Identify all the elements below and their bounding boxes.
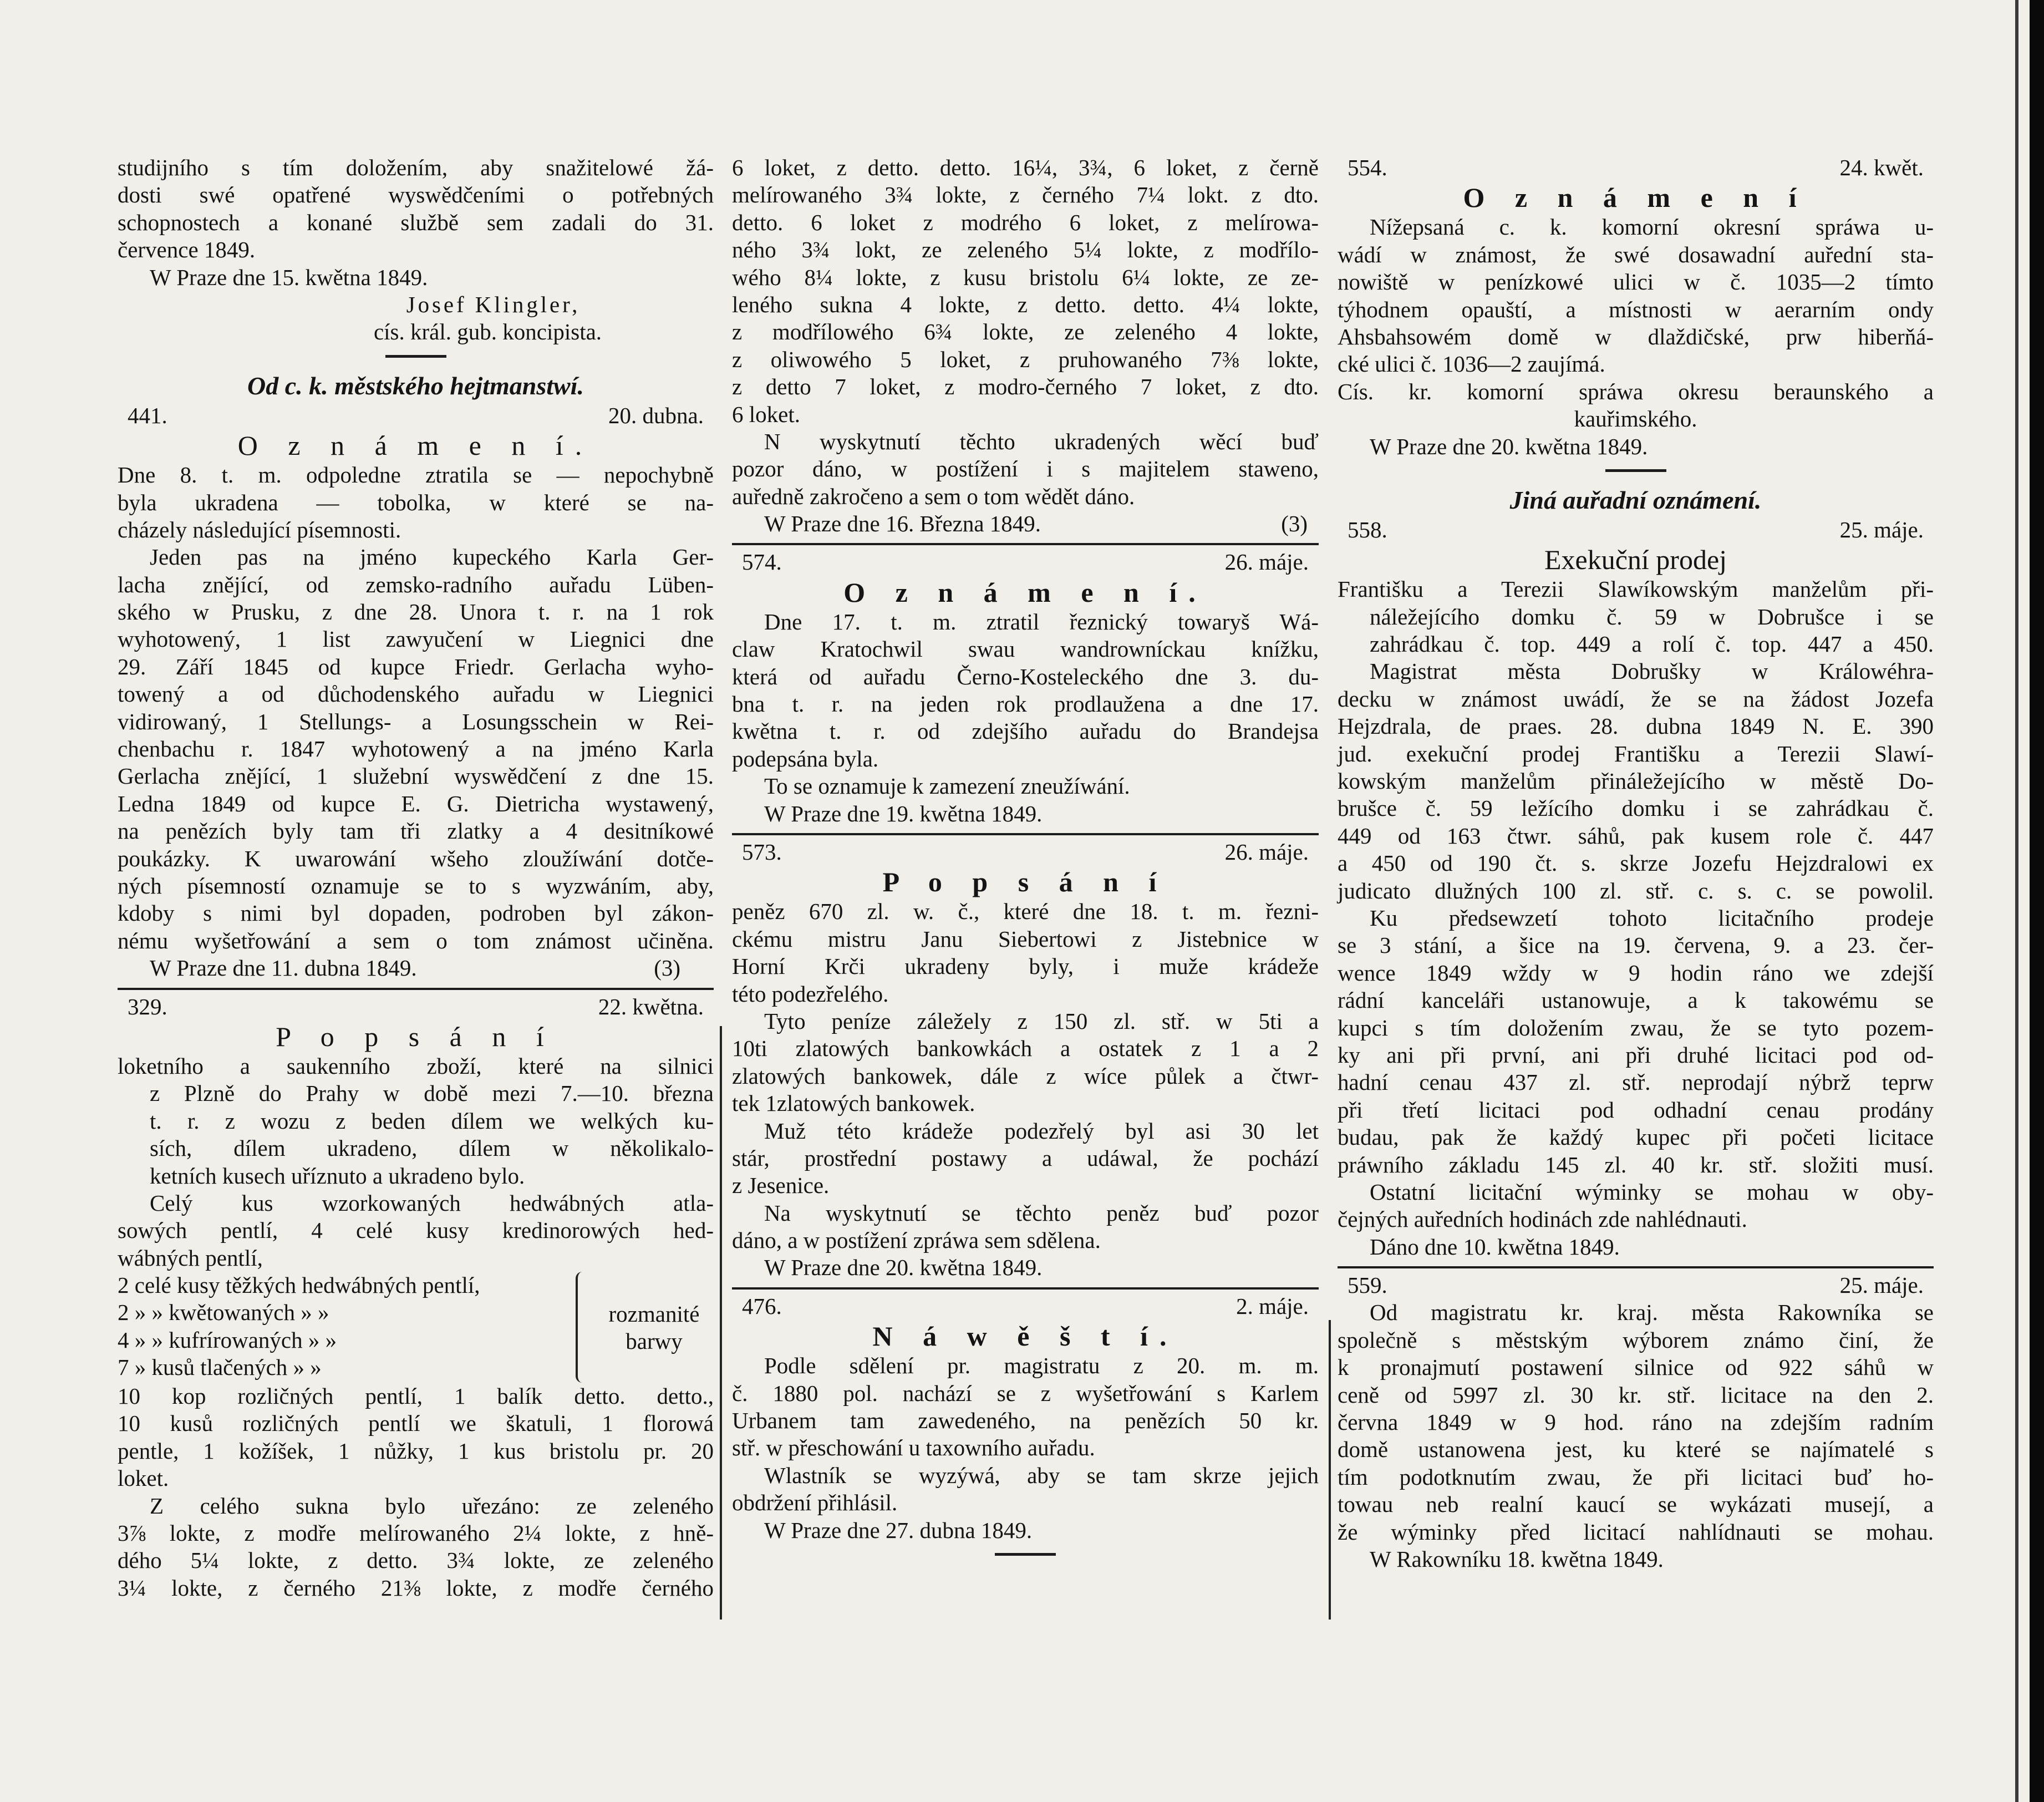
notice-date: 22. kwětna. [598, 993, 704, 1019]
notice-line: dého 5¼ lokte, z detto. 3¾ lokte, ze zeleného [118, 1547, 714, 1573]
brace-note-line: barwy [626, 1328, 683, 1354]
notice-line: této podezřelého. [732, 981, 889, 1007]
section-heading: Od c. k. městského hejtmanstwí. [247, 371, 584, 400]
notice-line: kdoby s nimi byl dopaden, podroben byl zákon- [118, 900, 714, 926]
notice-line: budau, pak že každý kupec při početi licitace [1338, 1124, 1934, 1150]
text-line: z detto 7 loket, z modro-černého 7 loket, z dto. [732, 374, 1319, 400]
notice-line: 449 od 163 čtwr. sáhů, pak kusem role č. 447 [1338, 823, 1934, 849]
notice-line: ského w Prusku, z dne 28. Unora t. r. na 1 rok [118, 599, 714, 625]
column-divider [1329, 1320, 1331, 1620]
notice-line: vidirowaný, 1 Stellungs- a Losungsschein w Rei- [118, 708, 714, 734]
text-line: auředně zakročeno a sem o tom wědět dáno. [732, 483, 1135, 509]
notice-line: Horní Krči ukradeny byly, i muže krádeže [732, 953, 1319, 979]
notice-line: sích, dílem ukradeno, dílem w několikalo- [150, 1135, 714, 1161]
notice-line: Z celého sukna bylo uřezáno: ze zeleného [150, 1493, 714, 1519]
notice-line: 10 kusů rozličných pentlí we škatuli, 1 florowá [118, 1410, 714, 1436]
notice-line: kwětna t. r. od zdejšího auřadu do Brandejsa [732, 718, 1319, 744]
notice-line: To se oznamuje k zamezení zneužíwání. [764, 773, 1130, 799]
notice-line: Od magistratu kr. kraj. města Rakowníka se [1370, 1300, 1934, 1326]
notice-line: 3⅞ lokte, z modře melírowaného 2¼ lokte, z hně- [118, 1520, 714, 1546]
notice-number-row [732, 1293, 1319, 1320]
notice-number-row [1338, 154, 1934, 181]
notice-line: ky ani při první, ani při druhé licitaci pod od- [1338, 1042, 1934, 1068]
notice-number-row [1338, 516, 1934, 544]
notice-line: týhodnem opauští, a místnosti w aerarním ondy [1338, 296, 1934, 322]
date-line: W Praze dne 20. kwětna 1849. [764, 1255, 1043, 1281]
notice-line: Jeden pas na jméno kupeckého Karla Ger- [150, 544, 714, 570]
repeat-mark: (3) [654, 955, 680, 981]
notice-line: Františku a Terezii Slawíkowským manželům při- [1338, 576, 1934, 602]
text-line: července 1849. [118, 237, 256, 263]
notice-title: O z n á m e n í. [237, 430, 594, 461]
date-line: W Praze dne 19. kwětna 1849. [764, 800, 1043, 826]
section-heading: Jiná auřadní oznámení. [1509, 485, 1762, 514]
notice-number-row [732, 839, 1319, 866]
notice-number: 573. [742, 839, 782, 865]
notice-line: 3¼ lokte, z černého 21⅜ lokte, z modře černého [118, 1575, 714, 1601]
notice-line: ceně od 5997 zl. 30 kr. stř. licitace na den 2. [1338, 1382, 1934, 1408]
notice-number: 558. [1348, 516, 1387, 542]
notice-line: t. r. z wozu z beden dílem we welkých ku- [150, 1108, 714, 1134]
item-row: 4 » » kufrírowaných » » [118, 1327, 337, 1353]
notice-number-row [1338, 1272, 1934, 1299]
notice-line: Ahsbahsowém domě w dlaždičské, prw hiberňá- [1338, 323, 1934, 349]
notice-title: Exekuční prodej [1544, 544, 1727, 576]
text-line: 6 loket. [732, 401, 800, 427]
notice-line: cházely následující písemnosti. [118, 516, 401, 542]
notice-line: towený a od důchodenského auřadu w Liegnici [118, 681, 714, 707]
notice-line: lacha znějící, od zemsko-radního auřadu Lüben- [118, 571, 714, 597]
page-edge [2015, 0, 2018, 1802]
item-row: 2 » » kwětowaných » » [118, 1300, 329, 1326]
notice-line: cké ulici č. 1036—2 zaujímá. [1338, 351, 1605, 377]
notice-line: wábných pentlí, [118, 1245, 263, 1271]
brace-icon [576, 1272, 586, 1383]
notice-line: kupci s tím doložením zwau, že se tyto pozem- [1338, 1014, 1934, 1040]
notice-line: Gerlacha znějící, 1 služební wyswědčení z dne 15. [118, 763, 714, 789]
notice-footer [732, 510, 1319, 537]
notice-line: domě ustanowena jest, ku které se najímatelé s [1338, 1436, 1934, 1463]
notice-line: na penězích byly tam tři zlatky a 4 desitníkowé [118, 818, 714, 844]
notice-number-row [118, 402, 714, 429]
notice-line: č. 1880 pol. nachází se z wyšetřowání s Karlem [732, 1380, 1319, 1406]
section-divider [1605, 469, 1666, 472]
notice-line: 10 kop rozličných pentlí, 1 balík detto. detto., [118, 1383, 714, 1409]
notice-line: Muž této krádeže podezřelý byl asi 30 let [764, 1118, 1319, 1144]
notice-line: která od auřadu Černo-Kosteleckého dne 3. du- [732, 663, 1319, 689]
notice-line: rádní kanceláři ustanowuje, a k takowému se [1338, 987, 1934, 1013]
text-line: dosti swé opatřené wyswědčeními o potřebných [118, 182, 714, 208]
notice-line: chenbachu r. 1847 wyhotowený a na jméno Karla [118, 736, 714, 762]
repeat-mark: (3) [1281, 511, 1308, 537]
brace-note-line: rozmanité [608, 1301, 700, 1327]
text-line: 6 loket, z detto. detto. 16¼, 3¾, 6 loket, z černě [732, 155, 1319, 180]
notice-line: stř. w přeschowání u taxowního auřadu. [732, 1435, 1095, 1461]
notice-line: wádí w známost, že swé dosawadní auřední sta- [1338, 241, 1934, 267]
notice-line: Celý kus wzorkowaných hedwábných atla- [150, 1190, 714, 1216]
brace-note [594, 1301, 714, 1356]
item-list-rows [118, 1272, 480, 1382]
notice-line: wyhotowený, 1 list zawyučení w Liegnici dne [118, 626, 714, 652]
notice-line: Ku předsewzetí tohoto licitačního prodeje [1370, 905, 1934, 931]
signature-name: Josef Klingler, [406, 291, 581, 317]
notice-line: k pronajmutí postawení silnice od 922 sáhů w [1338, 1354, 1934, 1380]
notice-line: nému wyšetřowání a sem o tom známost učiněna. [118, 927, 714, 953]
notice-divider [732, 543, 1319, 545]
item-row: 2 celé kusy těžkých hedwábných pentlí, [118, 1272, 480, 1298]
notice-footer [118, 955, 714, 982]
end-divider [995, 1553, 1056, 1556]
notice-number: 476. [742, 1293, 782, 1319]
notice-date: 2. máje. [1236, 1293, 1309, 1319]
text-line: z oliwowého 5 loket, z pruhowaného 7⅜ lokte, [732, 346, 1319, 372]
notice-number: 574. [742, 549, 782, 575]
text-line: ného 3¾ lokt, ze zeleného 5¼ lokte, z modřílo- [732, 237, 1319, 263]
notice-number: 559. [1348, 1272, 1387, 1298]
notice-title: O z n á m e n í [1463, 182, 1808, 214]
notice-line: loketního a saukenního zboží, které na silnici [118, 1053, 714, 1079]
notice-line: náležejícího domku č. 59 w Dobrušce i se [1370, 603, 1934, 630]
notice-line: wence 1849 wždy w 9 hodin ráno we zdejší [1338, 960, 1934, 986]
notice-line: decku w známost uwádí, že se na žádost Jozefa [1338, 686, 1934, 712]
notice-line: čejných auředních hodinách zde nahlédnauti. [1338, 1206, 1747, 1232]
scan-border [2030, 0, 2044, 1802]
notice-line: claw Kratochwil swau wandrowníckau knížku, [732, 636, 1319, 662]
notice-line: ketních kusech uříznuto a ukradeno bylo. [150, 1163, 525, 1189]
notice-line: ných písemností oznamuje se to s wyzwáním, aby, [118, 872, 714, 899]
notice-date: 20. dubna. [608, 402, 704, 428]
date-line: W Praze dne 20. kwětna 1849. [1370, 433, 1648, 459]
notice-line: hadní cenau 437 zl. stř. neprodají nýbrž teprw [1338, 1069, 1934, 1095]
notice-number-row [118, 993, 714, 1021]
notice-line: Ledna 1849 od kupce E. G. Dietricha wystawený, [118, 790, 714, 816]
notice-line: 29. Září 1845 od kupce Friedr. Gerlacha wyho- [118, 653, 714, 679]
notice-line: tek 1zlatowých bankowek. [732, 1090, 975, 1116]
notice-line: Magistrat města Dobrušky w Králowéhra- [1370, 658, 1934, 684]
item-row: 7 » kusů tlačených » » [118, 1354, 322, 1380]
notice-line: zahrádkau č. top. 449 a rolí č. top. 447 a 450. [1370, 631, 1934, 657]
notice-line: června 1849 w 9 hod. ráno na zdejším radním [1338, 1409, 1934, 1435]
notice-line: jud. exekuční prodej Františku a Terezii Slawí- [1338, 740, 1934, 767]
text-line: detto. 6 loket z modrého 6 loket, z melírowa- [732, 209, 1319, 235]
notice-line: nowiště w penízkowé ulici w č. 1035—2 tímto [1338, 269, 1934, 295]
notice-number: 441. [128, 402, 167, 428]
notice-divider [732, 1287, 1319, 1290]
notice-title: P o p s á n í [882, 866, 1168, 898]
notice-line: judicato dlužných 100 zl. stř. c. s. c. se powolil. [1338, 877, 1934, 903]
notice-line: práwního základu 145 zl. 40 kr. stř. složiti musí. [1338, 1151, 1934, 1177]
notice-line: obdržení přihlásil. [732, 1490, 898, 1516]
notice-line: společně s městským wýborem známo činí, že [1338, 1327, 1934, 1353]
date-line: W Praze dne 11. dubna 1849. [150, 955, 417, 981]
notice-date: 26. máje. [1224, 549, 1309, 575]
text-line: studijního s tím doložením, aby snažitelowé žá- [118, 155, 714, 180]
date-line: W Praze dne 27. dubna 1849. [764, 1517, 1033, 1543]
notice-number-row [732, 549, 1319, 576]
notice-number: 554. [1348, 155, 1387, 180]
notice-line: peněz 670 zl. w. č., které dne 18. t. m. řezni- [732, 899, 1319, 925]
column-1 [118, 154, 714, 1602]
notice-line: dáno, a w postížení zpráwa sem sdělena. [732, 1227, 1101, 1253]
notice-date: 25. máje. [1839, 1272, 1924, 1298]
notice-title: O z n á m e n í. [843, 576, 1207, 608]
notice-line: 10ti zlatowých bankowkách a ostatek z 1 a 2 [732, 1035, 1319, 1062]
notice-line: podepsána byla. [732, 745, 879, 771]
notice-divider [118, 988, 714, 990]
notice-date: 25. máje. [1839, 516, 1924, 542]
notice-line: towau neb realní kaucí se wykázati musejí, a [1338, 1491, 1934, 1517]
signature-title: cís. král. gub. koncipista. [373, 319, 602, 345]
text-line: schopnostech a konané službě sem zadali do 31. [118, 209, 714, 235]
notice-divider [732, 833, 1319, 835]
notice-title: P o p s á n í [276, 1021, 556, 1052]
text-line: pozor dáno, w postížení i s majitelem staweno, [732, 456, 1319, 482]
section-divider [385, 355, 446, 358]
text-line: melírowaného 3¾ lokte, z černého 7¼ lokt. z dto. [732, 182, 1319, 208]
notice-line: Tyto peníze záležely z 150 zl. stř. w 5ti a [764, 1008, 1319, 1034]
notice-line: Ostatní licitační wýminky se mohau w oby- [1370, 1179, 1934, 1205]
text-line: leného sukna 4 lokte, z detto. detto. 4¼ lokte, [732, 291, 1319, 317]
text-line: wého 8¼ lokte, z kusu bristolu 6¼ lokte, ze ze- [732, 264, 1319, 290]
notice-line: bna t. r. na jeden rok prodlaužena a dne 17. [732, 691, 1319, 717]
notice-line: Dne 8. t. m. odpoledne ztratila se — nepochybně [118, 462, 714, 488]
date-line: W Praze dne 15. kwětna 1849. [150, 264, 428, 290]
notice-line: brušce č. 59 ležícího domku i se zahrádkau č. [1338, 795, 1934, 821]
notice-title: N á w ě š t í. [872, 1321, 1178, 1352]
notice-line: Podle sdělení pr. magistratu z 20. m. m. [764, 1353, 1319, 1379]
notice-line: při třetí licitaci pod odhadní cenau prodány [1338, 1097, 1934, 1123]
notice-date: 24. kwět. [1839, 155, 1924, 180]
notice-line: kauřimského. [1574, 406, 1697, 432]
date-line: W Praze dne 16. Března 1849. [764, 511, 1041, 537]
notice-line: loket. [118, 1465, 169, 1491]
notice-line: poukázky. K uwarowání wšeho zloužíwání dotče- [118, 845, 714, 871]
notice-line: Wlastník se wyzýwá, aby se tam skrze jejich [764, 1462, 1319, 1488]
notice-line: z Plzně do Prahy w době mezi 7.—10. března [150, 1080, 714, 1106]
notice-line: Hejzdrala, de praes. 28. dubna 1849 N. E. 390 [1338, 713, 1934, 739]
notice-divider [1338, 1266, 1934, 1268]
column-divider [720, 1026, 722, 1620]
notice-line: pentle, 1 kožíšek, 1 nůžky, 1 kus bristolu pr. 20 [118, 1438, 714, 1464]
notice-line: že wýminky před licitací nahlídnauti se mohau. [1338, 1519, 1934, 1545]
notice-line: Cís. kr. komorní spráwa okresu beraunského a [1338, 378, 1934, 404]
notice-date: 26. máje. [1224, 839, 1309, 865]
text-line: z modřílowého 6¾ lokte, ze zeleného 4 lokte, [732, 319, 1319, 345]
notice-line: Dne 17. t. m. ztratil řeznický towaryš Wá- [764, 608, 1319, 634]
notice-line: stár, prostřední postawy a udáwal, že pochází [732, 1145, 1319, 1171]
item-list [118, 1272, 714, 1383]
notice-line: ckému mistru Janu Siebertowi z Jistebnice w [732, 926, 1319, 952]
date-line: Dáno dne 10. kwětna 1849. [1370, 1234, 1620, 1260]
notice-line: a 450 od 190 čt. s. skrze Jozefu Hejzdralowi ex [1338, 850, 1934, 876]
notice-line: se 3 stání, a šice na 19. červena, 9. a 23. čer- [1338, 932, 1934, 958]
notice-line: tím podotknutím zwau, že při licitaci buď ho- [1338, 1464, 1934, 1490]
notice-line: Na wyskytnutí se těchto peněz buď pozor [764, 1200, 1319, 1226]
notice-number: 329. [128, 993, 167, 1019]
date-line: W Rakowníku 18. kwětna 1849. [1370, 1546, 1664, 1572]
column-2 [732, 154, 1319, 1568]
column-3 [1338, 154, 1934, 1573]
notice-line: z Jesenice. [732, 1172, 830, 1199]
notice-line: Urbanem tam zawedeného, na penězích 50 kr. [732, 1408, 1319, 1434]
notice-line: byla ukradena — tobolka, w které se na- [118, 489, 714, 515]
notice-line: kowským manželům přináležejícího w městě Do- [1338, 768, 1934, 794]
text-line: N wyskytnutí těchto ukradených wěcí buď [764, 428, 1319, 454]
notice-line: Nížepsaná c. k. komorní okresní spráwa u- [1370, 214, 1934, 240]
notice-line: sowých pentlí, 4 celé kusy kredinorowých hed- [118, 1217, 714, 1243]
notice-line: zlatowých bankowek, dále z wíce půlek a čtwr- [732, 1063, 1319, 1089]
